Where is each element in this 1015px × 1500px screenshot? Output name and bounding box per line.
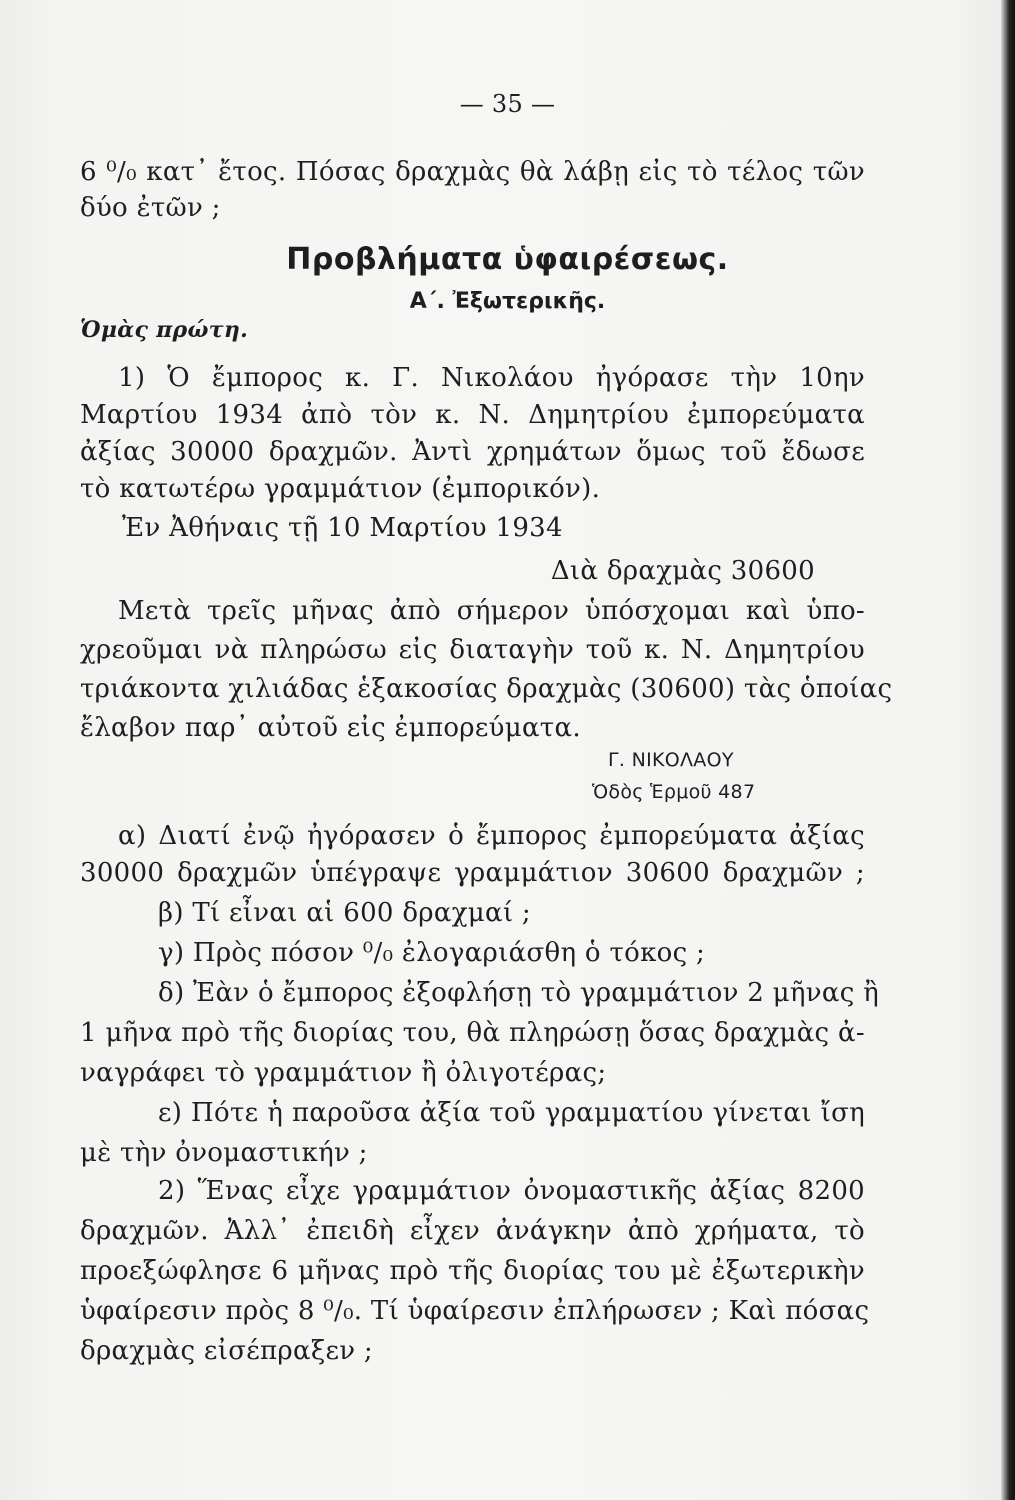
note-body-line: ἔλαβον παρ᾽ αὐτοῦ εἰς ἐμπορεύματα. — [80, 713, 581, 743]
problem-2-line: δραχμῶν. Ἀλλ᾽ ἐπειδὴ εἶχεν ἀνάγκην ἀπὸ χρήματα, τὸ — [80, 1216, 865, 1246]
problem-2-line: ὑφαίρεσιν πρὸς 8 ⁰/₀. Τί ὑφαίρεσιν ἐπλήρωσεν ; Καὶ πόσας — [80, 1296, 870, 1326]
note-body-line: τριάκοντα χιλιάδας ἑξακοσίας δραχμὰς (30600) τὰς ὁποίας — [80, 674, 893, 704]
note-body-line: Μετὰ τρεῖς μῆνας ἀπὸ σήμερον ὑπόσχομαι καὶ ὑπο- — [118, 596, 865, 626]
problem-1-line: τὸ κατωτέρω γραμμάτιον (ἐμπορικόν). — [80, 474, 601, 504]
note-amount: Διὰ δραχμὰς 30600 — [550, 556, 815, 586]
question-line: 1 μῆνα πρὸ τῆς διορίας του, θὰ πληρώσῃ ὅσας δραχμὰς ἀ- — [80, 1018, 865, 1048]
continuation-line: δύο ἐτῶν ; — [80, 193, 221, 223]
question-line: γ) Πρὸς πόσον ⁰/₀ ἐλογαριάσθη ὁ τόκος ; — [158, 938, 706, 968]
problem-2-line: προεξώφλησε 6 μῆνας πρὸ τῆς διορίας του μὲ ἐξωτερικὴν — [80, 1256, 865, 1286]
question-line: ε) Πότε ἡ παροῦσα ἀξία τοῦ γραμματίου γίνεται ἴση — [158, 1098, 865, 1128]
note-place-date: Ἐν Ἀθήναις τῇ 10 Μαρτίου 1934 — [122, 513, 563, 543]
problem-1-line: ἀξίας 30000 δραχμῶν. Ἀντὶ χρημάτων ὅμως τοῦ ἔδωσε — [80, 437, 865, 467]
question-line: β) Τί εἶναι αἱ 600 δραχμαί ; — [158, 898, 531, 928]
section-heading: Προβλήματα ὑφαιρέσεως. — [286, 242, 729, 277]
signature-name: Γ. ΝΙΚΟΛΑΟΥ — [608, 749, 734, 771]
group-label: Ὁμὰς πρώτη. — [80, 317, 249, 343]
continuation-line: 6 ⁰/₀ κατ᾽ ἔτος. Πόσας δραχμὰς θὰ λάβῃ εἰς τὸ τέλος τῶν — [80, 157, 865, 187]
question-line: μὲ τὴν ὀνομαστικήν ; — [80, 1138, 368, 1168]
page-number: — 35 — — [459, 90, 556, 118]
question-line: δ) Ἐὰν ὁ ἔμπορος ἐξοφλήσῃ τὸ γραμμάτιον 2 μῆνας ἢ — [158, 978, 880, 1008]
section-subheading: Α΄. Ἐξωτερικῆς. — [409, 289, 606, 314]
question-line: 30000 δραχμῶν ὑπέγραψε γραμμάτιον 30600 δραχμῶν ; — [80, 858, 865, 888]
note-body-line: χρεοῦμαι νὰ πληρώσω εἰς διαταγὴν τοῦ κ. Ν. Δημητρίου — [80, 635, 865, 665]
question-line: α) Διατί ἐνῷ ἠγόρασεν ὁ ἔμπορος ἐμπορεύματα ἀξίας — [118, 821, 865, 851]
page-edge-shadow — [1001, 0, 1015, 1500]
problem-1-line: 1) Ὁ ἔμπορος κ. Γ. Νικολάου ἠγόρασε τὴν 10ην — [118, 363, 865, 393]
problem-2-line: δραχμὰς εἰσέπραξεν ; — [80, 1336, 373, 1366]
signature-address: Ὁδὸς Ἑρμοῦ 487 — [592, 781, 756, 803]
question-line: ναγράφει τὸ γραμμάτιον ἢ ὀλιγοτέρας; — [80, 1058, 607, 1088]
problem-2-line: 2) Ἕνας εἶχε γραμμάτιον ὀνομαστικῆς ἀξίας 8200 — [158, 1176, 865, 1206]
problem-1-line: Μαρτίου 1934 ἀπὸ τὸν κ. Ν. Δημητρίου ἐμπορεύματα — [80, 400, 865, 430]
